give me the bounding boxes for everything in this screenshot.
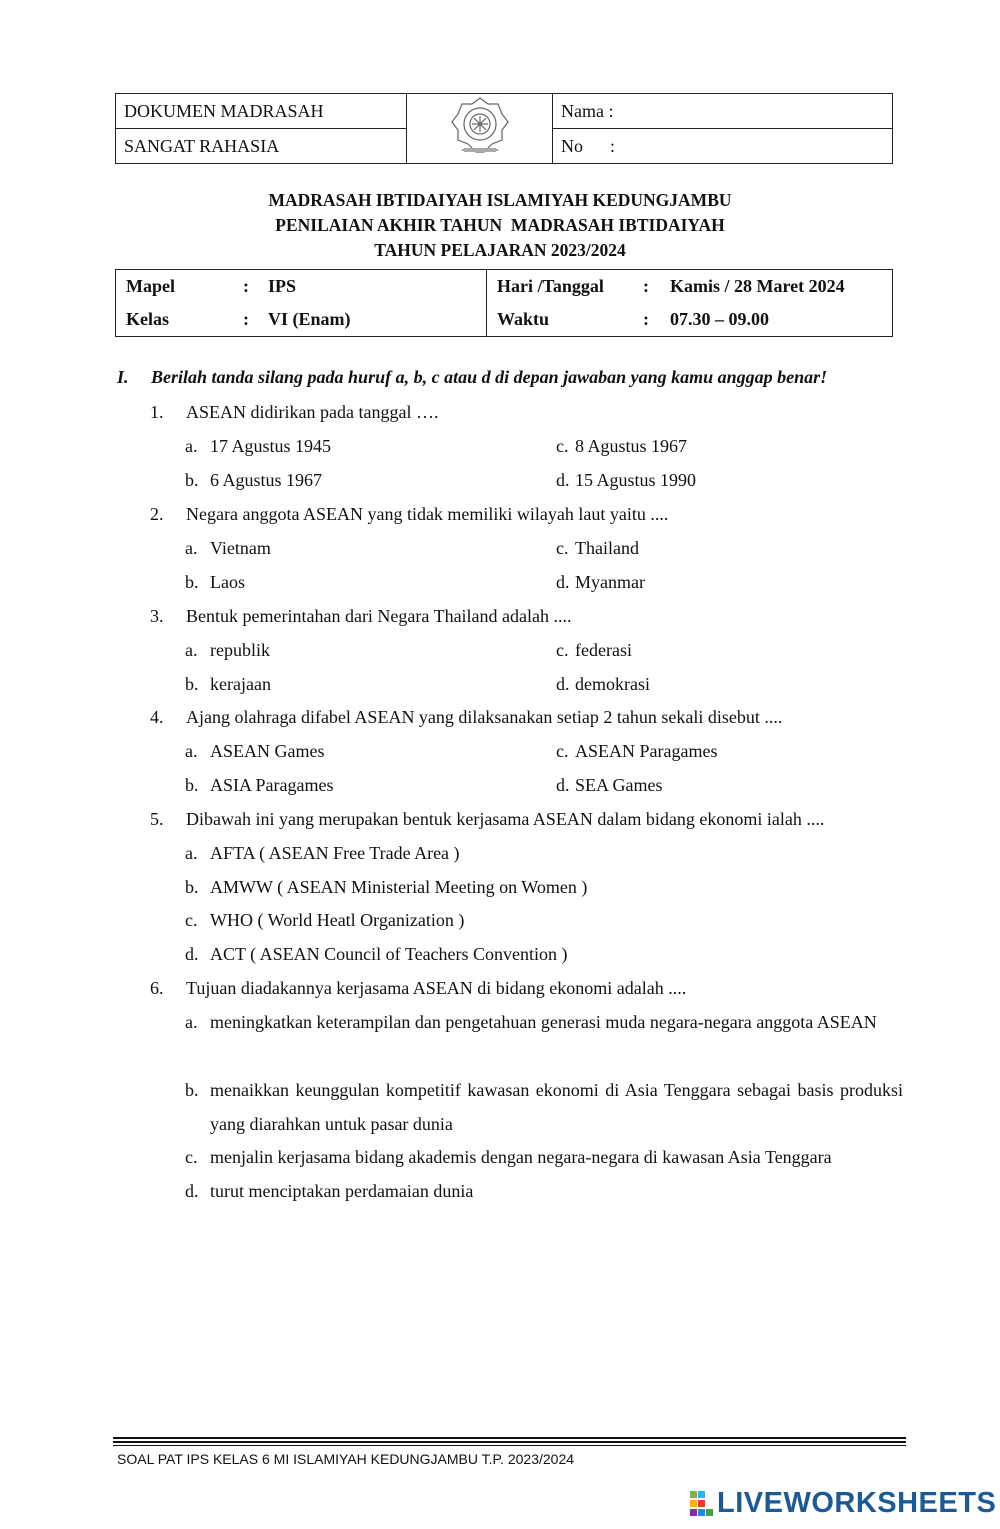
option-letter: d. xyxy=(556,572,570,592)
option-1c[interactable] xyxy=(556,436,687,457)
option-letter: b. xyxy=(185,674,199,694)
option-letter: a. xyxy=(185,741,198,761)
option-text: Thailand xyxy=(575,538,639,558)
mapel-colon: : xyxy=(243,276,249,296)
option-6c[interactable] xyxy=(185,1147,832,1168)
secret-label: SANGAT RAHASIA xyxy=(124,135,280,156)
option-letter: d. xyxy=(185,1181,199,1201)
option-letter: c. xyxy=(556,538,569,558)
document-header-table xyxy=(115,93,893,164)
option-letter: d. xyxy=(185,944,199,964)
option-5d[interactable] xyxy=(185,944,568,965)
mapel-label: Mapel xyxy=(126,276,175,296)
option-text: kerajaan xyxy=(210,674,271,694)
option-5a[interactable] xyxy=(185,843,460,864)
question-number: 6. xyxy=(150,978,164,998)
kelas-colon: : xyxy=(243,309,249,329)
instruction-text: Berilah tanda silang pada huruf a, b, c atau d di depan jawaban yang kamu anggap benar! xyxy=(151,367,828,387)
option-letter: d. xyxy=(556,674,570,694)
option-letter: a. xyxy=(185,640,198,660)
section-instruction xyxy=(117,367,827,388)
option-3b[interactable] xyxy=(185,674,271,695)
waktu-label: Waktu xyxy=(497,309,550,329)
option-1b[interactable] xyxy=(185,470,322,491)
option-text: Laos xyxy=(210,572,245,592)
hari-value: Kamis / 28 Maret 2024 xyxy=(670,276,845,296)
option-5c[interactable] xyxy=(185,910,464,931)
question-number: 5. xyxy=(150,809,164,829)
question-number: 2. xyxy=(150,504,164,524)
exam-info-table xyxy=(115,269,893,337)
question-text: Bentuk pemerintahan dari Negara Thailand adalah .... xyxy=(186,606,572,626)
option-2b[interactable] xyxy=(185,572,245,593)
mapel-cell xyxy=(116,270,487,304)
option-3a[interactable] xyxy=(185,640,270,661)
kelas-cell xyxy=(116,303,487,337)
option-2c[interactable] xyxy=(556,538,639,559)
option-text: WHO ( World Heatl Organization ) xyxy=(210,910,465,930)
option-letter: a. xyxy=(185,1012,198,1032)
question-text: ASEAN didirikan pada tanggal …. xyxy=(186,402,439,422)
option-text: Vietnam xyxy=(210,538,271,558)
school-title: MADRASAH IBTIDAIYAH ISLAMIYAH KEDUNGJAMBU xyxy=(268,190,732,210)
question-number: 4. xyxy=(150,707,164,727)
name-cell[interactable] xyxy=(553,94,893,129)
hari-cell xyxy=(487,270,893,304)
waktu-cell xyxy=(487,303,893,337)
logo-cell xyxy=(407,94,553,164)
option-text: AFTA ( ASEAN Free Trade Area ) xyxy=(210,843,460,863)
doc-label: DOKUMEN MADRASAH xyxy=(124,100,324,121)
option-1a[interactable] xyxy=(185,436,331,457)
option-text: demokrasi xyxy=(575,674,650,694)
no-label: No : xyxy=(561,135,615,156)
option-text: 17 Agustus 1945 xyxy=(210,436,332,456)
option-4a[interactable] xyxy=(185,741,325,762)
footer-text: SOAL PAT IPS KELAS 6 MI ISLAMIYAH KEDUNGJAMBU T.P. 2023/2024 xyxy=(117,1451,575,1467)
mapel-value: IPS xyxy=(268,276,297,296)
option-1d[interactable] xyxy=(556,470,696,491)
question-text: Negara anggota ASEAN yang tidak memiliki wilayah laut yaitu .... xyxy=(186,504,669,524)
option-text: ASEAN Games xyxy=(210,741,325,761)
option-letter: a. xyxy=(185,538,198,558)
question-5 xyxy=(150,809,910,830)
option-text: federasi xyxy=(575,640,632,660)
option-letter: c. xyxy=(185,1147,198,1167)
option-letter: c. xyxy=(556,436,569,456)
liveworksheets-logo-icon xyxy=(690,1491,714,1517)
madrasah-emblem-icon xyxy=(448,94,512,158)
option-letter: a. xyxy=(185,436,198,456)
option-text: 8 Agustus 1967 xyxy=(575,436,688,456)
option-letter: d. xyxy=(556,470,570,490)
option-text: ASIA Paragames xyxy=(210,775,334,795)
option-6b[interactable] xyxy=(185,1073,903,1141)
option-text: ASEAN Paragames xyxy=(575,741,718,761)
no-cell[interactable] xyxy=(553,129,893,164)
option-text: Myanmar xyxy=(575,572,645,592)
option-text: 15 Agustus 1990 xyxy=(575,470,697,490)
question-4 xyxy=(150,707,910,728)
liveworksheets-brand: LIVEWORKSHEETS xyxy=(717,1487,997,1519)
liveworksheets-watermark xyxy=(690,1487,996,1520)
year-title: TAHUN PELAJARAN 2023/2024 xyxy=(374,240,626,260)
option-letter: b. xyxy=(185,877,199,897)
name-label: Nama : xyxy=(561,100,614,121)
option-letter: c. xyxy=(556,640,569,660)
question-text: Tujuan diadakannya kerjasama ASEAN di bidang ekonomi adalah .... xyxy=(186,978,687,998)
hari-label: Hari /Tanggal xyxy=(497,276,604,296)
option-letter: b. xyxy=(185,572,199,592)
option-text: menjalin kerjasama bidang akademis dengan negara-negara di kawasan Asia Tenggara xyxy=(210,1147,832,1167)
kelas-label: Kelas xyxy=(126,309,169,329)
option-5b[interactable] xyxy=(185,877,587,898)
option-text: menaikkan keunggulan kompetitif kawasan ekonomi di Asia Tenggara sebagai basis produksi yang diarahkan untuk pasar dunia xyxy=(210,1080,903,1134)
title-block xyxy=(0,188,1000,263)
option-2a[interactable] xyxy=(185,538,271,559)
option-letter: d. xyxy=(556,775,570,795)
exam-title: PENILAIAN AKHIR TAHUN MADRASAH IBTIDAIYAH xyxy=(275,215,725,235)
option-letter: b. xyxy=(185,775,199,795)
option-text: SEA Games xyxy=(575,775,663,795)
option-text: 6 Agustus 1967 xyxy=(210,470,323,490)
option-letter: b. xyxy=(185,1080,199,1100)
question-2 xyxy=(150,504,910,525)
option-text: ACT ( ASEAN Council of Teachers Convention ) xyxy=(210,944,568,964)
hari-colon: : xyxy=(643,276,649,296)
option-text: AMWW ( ASEAN Ministerial Meeting on Women ) xyxy=(210,877,588,897)
option-6d[interactable] xyxy=(185,1181,473,1202)
waktu-value: 07.30 – 09.00 xyxy=(670,309,769,329)
option-letter: c. xyxy=(185,910,198,930)
option-3c[interactable] xyxy=(556,640,632,661)
option-6a[interactable] xyxy=(185,1005,903,1039)
question-number: 1. xyxy=(150,402,164,422)
option-4b[interactable] xyxy=(185,775,333,796)
option-letter: a. xyxy=(185,843,198,863)
footer-rule xyxy=(113,1437,906,1446)
option-2d[interactable] xyxy=(556,572,645,593)
option-letter: c. xyxy=(556,741,569,761)
option-3d[interactable] xyxy=(556,674,650,695)
secret-label-cell xyxy=(116,129,407,164)
question-6 xyxy=(150,978,910,999)
waktu-colon: : xyxy=(643,309,649,329)
doc-label-cell xyxy=(116,94,407,129)
option-text: turut menciptakan perdamaian dunia xyxy=(210,1181,474,1201)
question-text: Dibawah ini yang merupakan bentuk kerjasama ASEAN dalam bidang ekonomi ialah .... xyxy=(186,809,825,829)
question-3 xyxy=(150,606,910,627)
option-text: meningkatkan keterampilan dan pengetahuan generasi muda negara-negara anggota ASEAN xyxy=(210,1012,877,1032)
question-text: Ajang olahraga difabel ASEAN yang dilaksanakan setiap 2 tahun sekali disebut .... xyxy=(186,707,783,727)
option-text: republik xyxy=(210,640,270,660)
question-1 xyxy=(150,402,910,423)
section-number: I. xyxy=(117,367,129,387)
option-4c[interactable] xyxy=(556,741,717,762)
option-letter: b. xyxy=(185,470,199,490)
option-4d[interactable] xyxy=(556,775,663,796)
question-number: 3. xyxy=(150,606,164,626)
kelas-value: VI (Enam) xyxy=(268,309,351,329)
